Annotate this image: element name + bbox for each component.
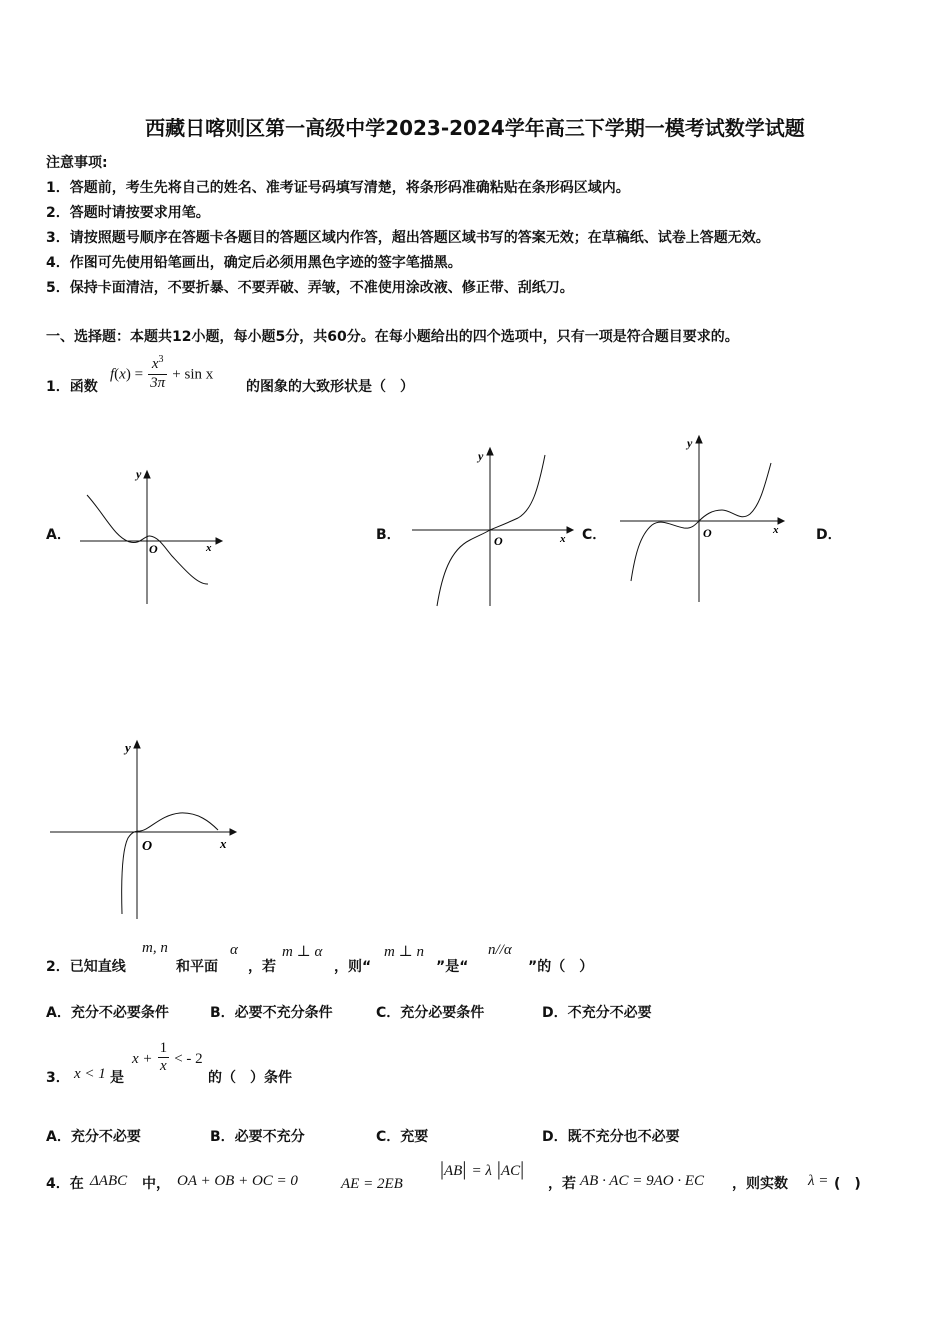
- q3-expr-x: x +: [132, 1051, 153, 1067]
- q1-x: x: [119, 366, 126, 383]
- q2-q: n//α: [488, 942, 512, 958]
- q4-triangle: ΔABC: [90, 1173, 128, 1189]
- q2-option-b: B．必要不充分条件: [210, 1005, 333, 1021]
- q1-f: f: [110, 366, 115, 383]
- q1-suffix: 的图象的大致形状是（ ）: [246, 379, 414, 395]
- graph-a-x-label: x: [206, 542, 212, 554]
- q4-lambda: λ =: [808, 1173, 829, 1189]
- q2-end: ”的（ ）: [528, 959, 594, 975]
- q4-eq2: AE = 2EB: [341, 1176, 403, 1192]
- section-1-heading: 一、选择题：本题共12小题，每小题5分，共60分。在每小题给出的四个选项中，只有一项是符合题目要求的。: [46, 329, 739, 345]
- q3-option-b: B．必要不充分: [210, 1129, 305, 1145]
- q2-option-c: C．充分必要条件: [376, 1005, 485, 1021]
- q4-eq3: |AB| = λ |AC|: [440, 1158, 525, 1180]
- graph-b-y-label: y: [478, 449, 484, 463]
- graph-a: [80, 471, 222, 604]
- q2-stem: [46, 940, 906, 980]
- q2-if: ，若: [248, 959, 276, 975]
- q4-prefix: 4．在: [46, 1176, 84, 1192]
- graph-b: [412, 448, 573, 606]
- q3-prefix: 3．: [46, 1070, 70, 1086]
- q2-p: m ⊥ n: [384, 944, 424, 960]
- note-item-2: 2．答题时请按要求用笔。: [46, 205, 210, 221]
- q4-eq3-ab: AB: [444, 1163, 463, 1179]
- q1-num: x: [151, 356, 159, 372]
- graph-d-x-label: x: [220, 836, 227, 851]
- q3-option-c: C．充要: [376, 1129, 429, 1145]
- q1-tail-expr: + sin x: [172, 366, 214, 383]
- graph-d: [50, 741, 236, 919]
- graph-a-y-label: y: [136, 467, 142, 481]
- q1-den: 3π: [150, 375, 166, 391]
- q4-tail: ，则实数: [732, 1176, 788, 1192]
- graph-c: [620, 436, 784, 602]
- note-item-1: 1．答题前，考生先将自己的姓名、准考证号码填写清楚，将条形码准确粘贴在条形码区域内。: [46, 180, 630, 196]
- note-item-4: 4．作图可先使用铅笔画出，确定后必须用黑色字迹的签字笔描黑。: [46, 255, 462, 271]
- q3-rhs: < - 2: [174, 1051, 203, 1067]
- note-item-3: 3．请按照题号顺序在答题卡各题目的答题区域内作答，超出答题区域书写的答案无效；在草稿纸、试卷上答题无效。: [46, 230, 770, 246]
- graph-a-origin-label: O: [149, 542, 158, 556]
- q3-cond: x < 1: [74, 1066, 106, 1082]
- q3-tail: 的（ ）条件: [208, 1070, 292, 1086]
- graph-b-x-label: x: [560, 533, 566, 545]
- q1-formula: f(x) = $\frac{x^3}{3\pi}$ + sin x: [110, 354, 214, 391]
- graph-b-origin-label: O: [494, 534, 503, 548]
- note-item-5: 5．保持卡面清洁，不要折暴、不要弄破、弄皱，不准使用涂改液、修正带、刮纸刀。: [46, 280, 574, 296]
- q2-option-d: D．不充分不必要: [542, 1005, 652, 1021]
- q1-sup: 3: [158, 354, 164, 365]
- q1-option-a: A．: [46, 527, 71, 543]
- notes-heading: 注意事项:: [46, 155, 108, 171]
- q2-alpha: α: [230, 942, 238, 958]
- page-title: 西藏日喀则区第一高级中学2023-2024学年高三下学期一模考试数学试题: [145, 116, 805, 140]
- q4-eq3-ac: AC: [500, 1163, 521, 1179]
- q4-if: ，若: [548, 1176, 576, 1192]
- q2-plane: 和平面: [176, 959, 218, 975]
- q1-prefix: 1．函数: [46, 379, 98, 395]
- q4-mid: 中，: [142, 1176, 170, 1192]
- q2-prefix: 2．已知直线: [46, 959, 126, 975]
- q1-option-d: D．: [816, 527, 842, 543]
- q3-option-d: D．既不充分也不必要: [542, 1129, 680, 1145]
- q3-is: 是: [110, 1070, 124, 1086]
- q4-eq1: OA + OB + OC = 0: [177, 1173, 298, 1189]
- graph-c-x-label: x: [773, 524, 779, 536]
- q2-cond: m ⊥ α: [282, 944, 323, 960]
- q2-option-a: A．充分不必要条件: [46, 1005, 169, 1021]
- graph-c-origin-label: O: [703, 526, 712, 540]
- graph-c-y-label: y: [687, 436, 693, 450]
- q1-option-c: C．: [582, 527, 607, 543]
- graph-d-origin-label: O: [142, 839, 153, 854]
- graph-d-y-label: y: [125, 740, 131, 755]
- q2-mn: m, n: [142, 940, 168, 956]
- q3-formula: [132, 1040, 203, 1075]
- q4-end: ( ): [834, 1176, 861, 1192]
- q3-num: 1: [159, 1040, 168, 1056]
- q2-then: ，则“: [334, 959, 372, 975]
- q4-eq4: AB · AC = 9AO · EC: [580, 1173, 705, 1189]
- q3-den: x: [160, 1058, 167, 1074]
- q2-is: ”是“: [436, 959, 469, 975]
- q4-eq3-lambda: = λ: [471, 1163, 492, 1179]
- q1-option-b: B．: [376, 527, 401, 543]
- q3-option-a: A．充分不必要: [46, 1129, 141, 1145]
